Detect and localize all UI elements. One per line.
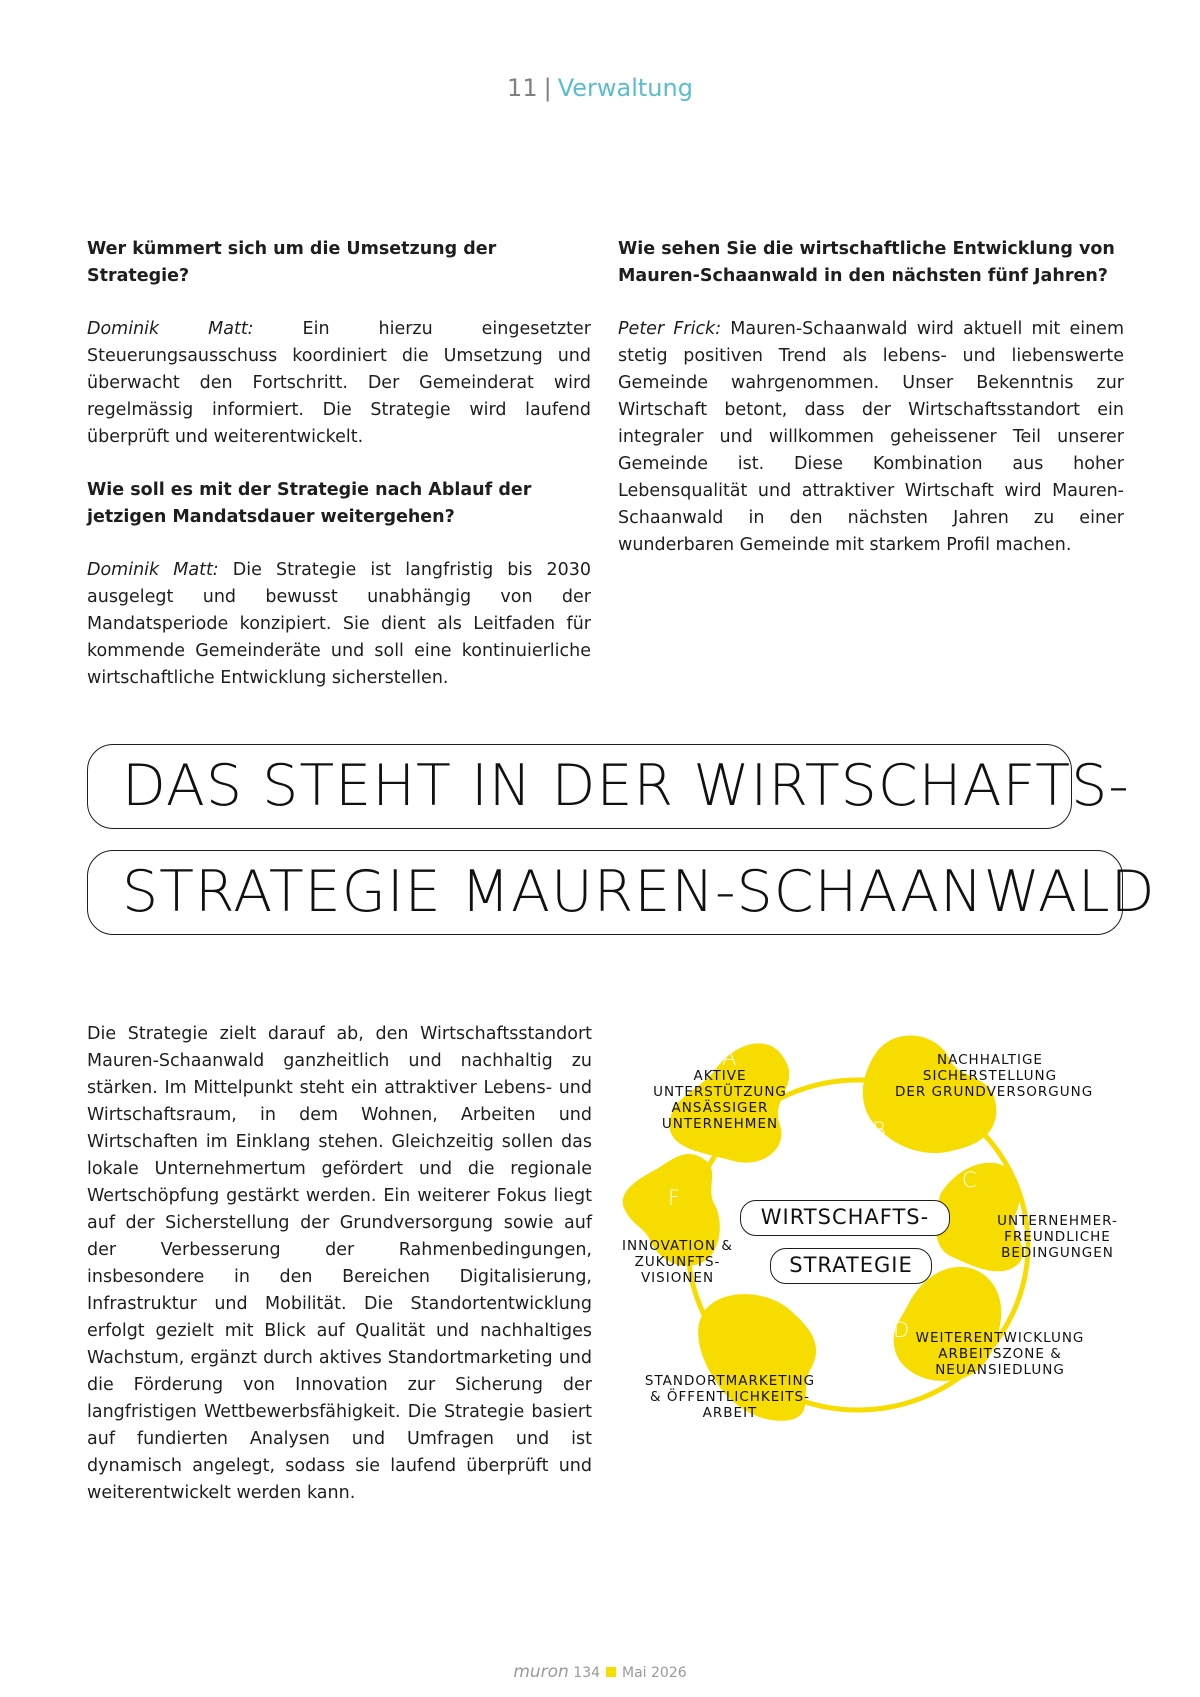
accent-square	[606, 1667, 616, 1677]
strategy-diagram	[610, 1030, 1130, 1470]
label-line: UNTERNEHMER-	[997, 1213, 1118, 1229]
interview-right-column	[618, 236, 1124, 585]
diagram-letter-c: C	[962, 1168, 977, 1192]
label-line: ARBEITSZONE &	[938, 1346, 1062, 1362]
issue-date: Mai 2026	[622, 1665, 687, 1681]
label-line: DER GRUNDVERSORGUNG	[895, 1084, 1094, 1100]
diagram-label-b	[895, 1052, 1094, 1100]
diagram-letter-e: E	[802, 1292, 816, 1316]
label-line: & ÖFFENTLICHKEITS-	[650, 1389, 810, 1405]
issue-number: 134	[573, 1665, 601, 1681]
label-line: STANDORTMARKETING	[644, 1373, 816, 1389]
label-line: VISIONEN	[640, 1270, 715, 1286]
page-header	[0, 74, 1200, 102]
answer-text: Ein hierzu eingesetzter Steuerungsausschuss koordiniert die Umsetzung und überwacht den Fortschritt. Der Gemeinderat wird regelmässig informiert. Die Strategie wird laufend überprüft und weiterentwickelt.	[87, 319, 591, 447]
label-line: SICHERSTELLUNG	[922, 1068, 1058, 1084]
label-line: BEDINGUNGEN	[1001, 1245, 1114, 1261]
section-banner-line-1: DAS STEHT IN DER WIRTSCHAFTS-	[87, 744, 1072, 829]
diagram-label-f	[615, 1238, 740, 1286]
label-line: NEUANSIEDLUNG	[935, 1362, 1065, 1378]
label-line: UNTERSTÜTZUNG	[653, 1084, 787, 1100]
label-line: ANSÄSSIGER	[671, 1100, 769, 1116]
answer-text: Die Strategie ist langfristig bis 2030 ausgelegt und bewusst unabhängig von der Mandatsperiode konzipiert. Sie dient als Leitfaden für kommende Gemeinderäte und soll eine kontinuierliche wirtschaftliche Entwicklung sicherstellen.	[87, 560, 592, 688]
page-number: 11	[507, 74, 538, 102]
label-line: INNOVATION &	[622, 1238, 733, 1254]
answer-paragraph	[87, 316, 591, 451]
diagram-center-pill-2: STRATEGIE	[770, 1248, 932, 1284]
label-line: NACHHALTIGE	[937, 1052, 1043, 1068]
section-title: Verwaltung	[557, 74, 693, 102]
diagram-label-d	[910, 1330, 1090, 1378]
label-line: ZUKUNFTS-	[634, 1254, 721, 1270]
diagram-label-e	[640, 1373, 820, 1421]
diagram-letter-a: A	[722, 1046, 737, 1070]
question-heading: Wie soll es mit der Strategie nach Ablauf der jetzigen Mandatsdauer weitergehen?	[87, 480, 532, 527]
magazine-brand: muron	[513, 1662, 569, 1682]
diagram-letter-f: F	[668, 1186, 681, 1210]
speaker-name: Dominik Matt:	[87, 560, 219, 580]
page-footer	[0, 1662, 1200, 1682]
speaker-name: Peter Frick:	[618, 319, 722, 339]
diagram-letter-d: D	[893, 1318, 910, 1342]
diagram-letter-b: B	[872, 1118, 886, 1142]
answer-paragraph	[618, 316, 1124, 559]
diagram-label-a	[650, 1068, 790, 1132]
section-banner-line-2: STRATEGIE MAUREN-SCHAANWALD	[87, 850, 1123, 935]
answer-paragraph	[87, 557, 591, 692]
label-line: WEITERENTWICKLUNG	[915, 1330, 1085, 1346]
label-line: AKTIVE	[693, 1068, 747, 1084]
label-line: ARBEIT	[702, 1405, 758, 1421]
diagram-center-pill-1: WIRTSCHAFTS-	[740, 1200, 950, 1236]
label-line: UNTERNEHMEN	[661, 1116, 779, 1132]
header-separator: |	[543, 74, 552, 102]
speaker-name: Dominik Matt:	[87, 319, 254, 339]
answer-text: Mauren-Schaanwald wird aktuell mit einem stetig positiven Trend als lebens- und liebenswerte Gemeinde wahrgenommen. Unser Bekenntnis zur Wirtschaft betont, dass der Wirtschaftsstandort ein integraler und willkommen geheissener Teil unserer Gemeinde ist. Diese Kombination aus hoher Lebensqualität und attraktiver Wirtschaft wird Mauren-Schaanwald in den nächsten Jahren zu einer wunderbaren Gemeinde mit starkem Profil machen.	[618, 319, 1124, 555]
diagram-label-c	[990, 1213, 1125, 1261]
intro-paragraph: Die Strategie zielt darauf ab, den Wirtschaftsstandort Mauren-Schaanwald ganzheitlich und nachhaltig zu stärken. Im Mittelpunkt steht ein attraktiver Lebens- und Wirtschaftsraum, in dem Wohnen, Arbeiten und Wirtschaften im Einklang stehen. Gleichzeitig sollen das lokale Unternehmertum gefördert und die regionale Wertschöpfung gestärkt werden. Ein weiterer Fokus liegt auf der Sicherstellung der Grundversorgung sowie auf der Verbesserung der Rahmenbedingungen, insbesondere in den Bereichen Digitalisierung, Infrastruktur und Mobilität. Die Standortentwicklung erfolgt gezielt mit Blick auf Qualität und nachhaltiges Wachstum, ergänzt durch aktives Standortmarketing und die Förderung von Innovation zur Sicherung der langfristigen Wettbewerbsfähigkeit. Die Strategie basiert auf fundierten Analysen und Umfragen und ist dynamisch angelegt, sodass sie laufend überprüft und weiterentwickelt werden kann.	[87, 1024, 592, 1503]
interview-left-column	[87, 236, 591, 718]
label-line: FREUNDLICHE	[1004, 1229, 1111, 1245]
question-heading: Wie sehen Sie die wirtschaftliche Entwicklung von Mauren-Schaanwald in den nächsten fünf Jahren?	[618, 239, 1115, 286]
question-heading: Wer kümmert sich um die Umsetzung der Strategie?	[87, 239, 497, 286]
